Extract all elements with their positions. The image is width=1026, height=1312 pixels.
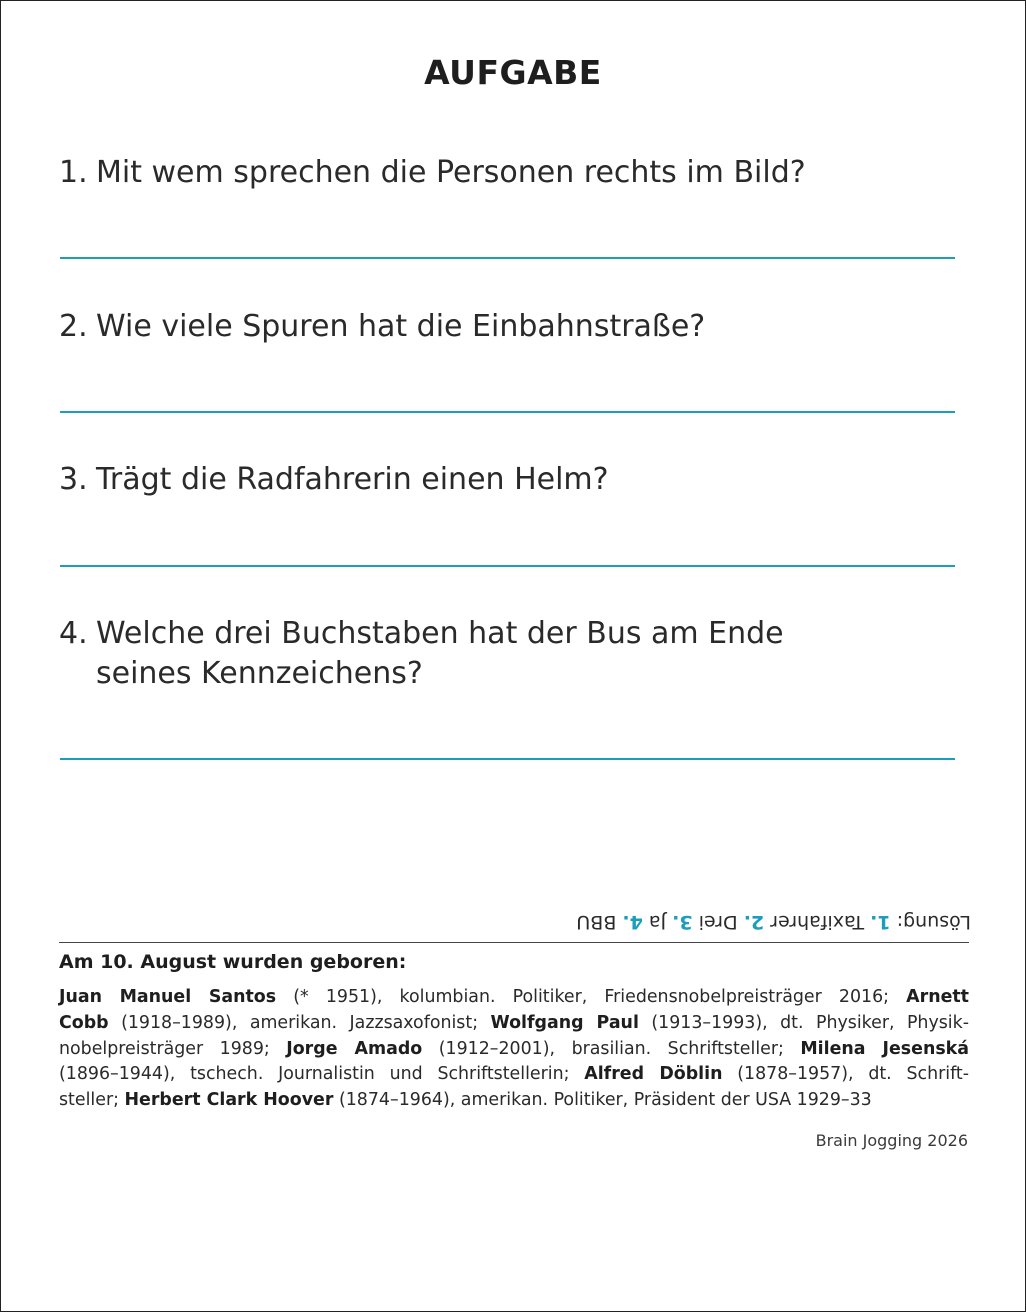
solution-text: BBU xyxy=(576,911,617,933)
question-1 xyxy=(59,153,959,193)
person-name: Alfred Döblin xyxy=(584,1064,723,1085)
person-details: (1913–1993), dt. Physiker, Physik- xyxy=(638,1012,969,1033)
person-details: (1874–1964), amerikan. Politiker, Präsident der USA 1929–33 xyxy=(333,1090,872,1111)
divider xyxy=(59,942,969,943)
answer-line-1 xyxy=(60,257,955,259)
question-text-continued: seines Kennzeichens? xyxy=(96,656,423,691)
births-paragraph xyxy=(59,985,969,1114)
question-number: 3. xyxy=(59,462,88,497)
answer-line-3 xyxy=(60,565,955,567)
person-name: Wolfgang Paul xyxy=(490,1012,639,1033)
solution-number: 1. xyxy=(870,911,891,933)
solution-label: Lösung: xyxy=(896,911,971,933)
question-2 xyxy=(59,307,959,347)
solution-upside-down xyxy=(531,905,971,939)
solution-number: 3. xyxy=(672,911,693,933)
question-text: Wie viele Spuren hat die Einbahnstraße? xyxy=(96,309,706,344)
births-line xyxy=(59,1037,969,1063)
person-details: (* 1951), kolumbian. Politiker, Friedensnobelpreisträger 2016; xyxy=(276,987,907,1007)
births-line xyxy=(59,1088,969,1114)
births-line xyxy=(59,1062,969,1088)
person-name: Jorge Amado xyxy=(286,1038,423,1059)
question-3 xyxy=(59,460,959,500)
person-details: (1912–2001), brasilian. Schriftsteller; xyxy=(422,1038,801,1059)
question-text: Welche drei Buchstaben hat der Bus am Ende xyxy=(96,616,784,651)
person-details: steller; xyxy=(59,1090,125,1111)
solution-number: 2. xyxy=(743,911,765,933)
page-title: AUFGABE xyxy=(424,53,602,92)
solution-text: Drei xyxy=(698,911,738,933)
question-number: 2. xyxy=(59,309,88,344)
births-line xyxy=(59,1011,969,1037)
person-name: Cobb xyxy=(59,1012,109,1033)
question-text: Trägt die Radfahrerin einen Helm? xyxy=(96,462,609,497)
answer-line-4 xyxy=(60,758,955,760)
person-name: Juan Manuel Santos xyxy=(59,987,277,1007)
question-text: Mit wem sprechen die Personen rechts im Bild? xyxy=(96,155,806,190)
solution-text: Ja xyxy=(648,911,667,933)
person-name: Milena Jesenská xyxy=(800,1038,969,1059)
person-name: Arnett xyxy=(906,987,969,1007)
person-details: (1878–1957), dt. Schrift- xyxy=(722,1064,969,1085)
person-details: (1896–1944), tschech. Journalistin und Schriftstellerin; xyxy=(59,1064,585,1085)
question-4 xyxy=(59,614,959,694)
question-number: 4. xyxy=(59,616,88,651)
person-details: (1918–1989), amerikan. Jazzsaxofonist; xyxy=(108,1012,491,1033)
credit: Brain Jogging 2026 xyxy=(815,1131,968,1150)
births-heading: Am 10. August wurden geboren: xyxy=(59,951,407,973)
solution-number: 4. xyxy=(622,911,643,933)
person-details: nobelpreisträger 1989; xyxy=(59,1038,287,1059)
answer-line-2 xyxy=(60,411,955,413)
person-name: Herbert Clark Hoover xyxy=(124,1090,334,1111)
births-line xyxy=(59,985,969,1011)
question-number: 1. xyxy=(59,155,88,190)
solution-text: Taxifahrer xyxy=(770,911,865,933)
